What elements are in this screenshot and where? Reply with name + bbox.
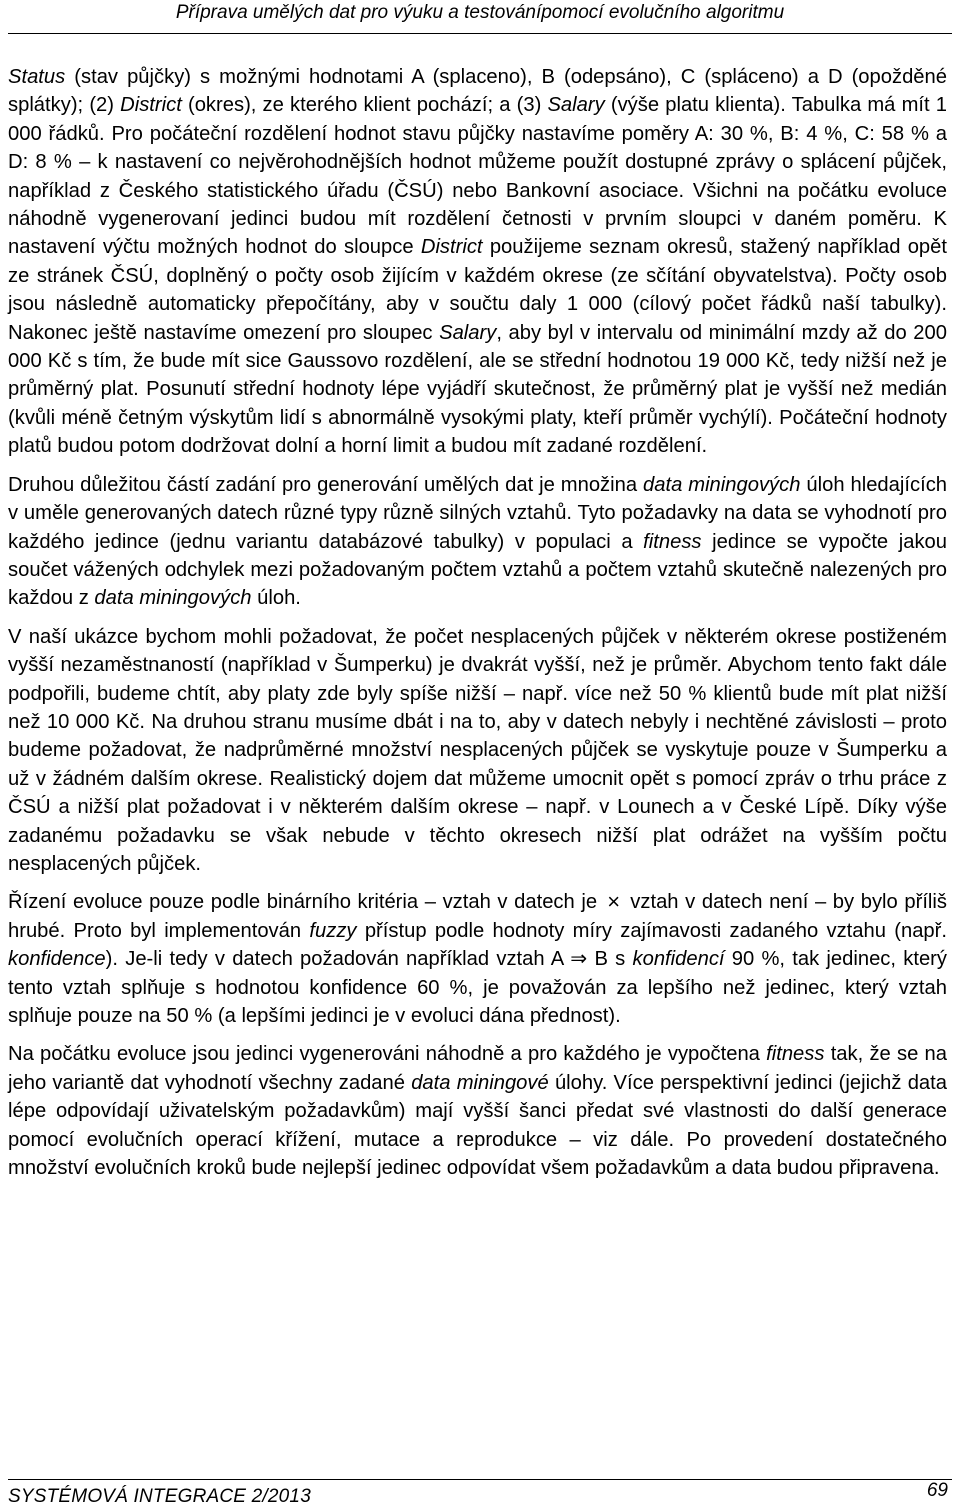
text-run: 90 %, tak jedinec, který tento vztah splňuje s hodnotou konfidence 60 %, je považován za lepšího než jedinec, který vztah splňuje pouze na 50 % (a lepšími jedinci je v evoluci dána přednost).: [8, 948, 947, 1027]
text-run: Na počátku evoluce jsou jedinci vygenerováni náhodně a pro každého je vypočtena: [8, 1043, 767, 1066]
text-run: ). Je-li tedy v datech požadován například vztah A ⇒ B s: [105, 948, 633, 971]
italic-term: District: [420, 236, 483, 259]
text-run: tak, že se na jeho variantě dat vyhodnotí všechny zadané: [8, 1043, 947, 1094]
text-run: (stav půjčky) s možnými hodnotami A (splaceno), B (odepsáno), C (spláceno) a D (opožděné splátky); (2): [8, 66, 947, 117]
italic-term: Salary: [547, 94, 605, 117]
italic-term: data miningových: [94, 587, 252, 610]
italic-term: konfidencí: [632, 948, 725, 971]
paragraph: [8, 471, 947, 613]
article-body: [8, 63, 947, 1182]
footer-divider: [8, 1479, 952, 1480]
footer-journal: SYSTÉMOVÁ INTEGRACE 2/2013: [8, 1486, 311, 1507]
text-run: Druhou důležitou částí zadání pro generování umělých dat je množina: [8, 473, 644, 496]
text-run: (okres), ze kterého klient pochází; a (3): [181, 94, 548, 117]
text-run: (výše platu klienta). Tabulka má mít 1 000 řádků. Pro počáteční rozdělení hodnot stavu půjčky nastavíme poměry A: 30 %, B: 4 %, C: 58 % a D: 8 % – k nastavení co nejvěrohodnějších hodnot můžeme použít dostupné zprávy o splácení půjček, například z Českého statistického úřadu (ČSÚ) nebo Bankovní asociace. Všichni na počátku evoluce náhodně vygenerovaní jedinci budou mít rozdělení četnosti v prvním sloupci v daném poměru. K nastavení výčtu možných hodnot do sloupce: [8, 94, 947, 259]
text-run: vztah v datech není – by bylo příliš hrubé. Proto byl implementován: [8, 891, 947, 942]
italic-term: konfidence: [8, 948, 106, 971]
header-divider: [8, 33, 952, 34]
page-number: 69: [926, 1480, 948, 1501]
italic-term: fuzzy: [309, 919, 357, 942]
italic-term: Status: [8, 66, 66, 88]
text-run: použijeme seznam okresů, stažený například opět ze stránek ČSÚ, doplněný o počty osob žijícím v každém okrese (ze sčítání obyvatelstva). Počty osob jsou následně automaticky přepočítány, aby v součtu daly 1 000 (cílový počet řádků naší tabulky). Nakonec ještě nastavíme omezení pro sloupec: [8, 236, 947, 344]
text-run: přístup podle hodnoty míry zajímavosti zadaného vztahu (např.: [356, 919, 947, 942]
italic-term: data miningové: [411, 1071, 549, 1094]
italic-term: data miningových: [643, 473, 801, 496]
running-title: Příprava umělých dat pro výuku a testovánípomocí evolučního algoritmu: [175, 2, 785, 23]
italic-term: Salary: [439, 321, 497, 344]
text-run: úloh hledajících v uměle generovaných datech různé typy různě silných vztahů. Tyto požadavky na data se vyhodnotí pro každého jedince (jednu variantu databázové tabulky) v populaci a: [8, 473, 948, 553]
paragraph: [8, 1040, 947, 1182]
text-run: , aby byl v intervalu od minimální mzdy až do 200 000 Kč s tím, že bude mít sice Gaussovo rozdělení, ale se střední hodnotou 19 000 Kč, tedy nižší než je průměrný plat. Posunutí střední hodnoty lépe vyjádří skutečnost, že průměrný plat je vyšší než medián (kvůli méně četným výskytům lidí s abnormálně vysokými platy, kteří průměr vychýlí). Počáteční hodnoty platů budou potom dodržovat dolní a horní limit a budou mít zadané rozdělení.: [8, 321, 947, 458]
text-run: jedince se vypočte jakou součet vážených odchylek mezi požadovaným počtem vztahů a počtem vztahů skutečně nalezených pro každou z: [8, 530, 948, 610]
italic-term: District: [120, 94, 182, 117]
paragraph: [8, 623, 947, 879]
paragraph: [8, 63, 947, 461]
text-run: V naší ukázce bychom mohli požadovat, že počet nesplacených půjček v některém okrese postiženém vyšší nezaměstnaností (například v Šumperku) je dvakrát vyšší, než je průměr. Abychom tento fakt dále podpořili, budeme chtít, aby platy zde byly spíše nižší – např. více než 50 % klientů bude mít plat nižší než 10 000 Kč. Na druhou stranu musíme dbát i na to, aby v datech nebyly i nechtěné závislosti – proto budeme požadovat, že nadprůměrné množství nesplacených půjček se vyskytuje pouze v Šumperku a už v žádném dalším okrese. Realistický dojem dat můžeme umocnit opět s pomocí zpráv o trhu práce z ČSÚ a nižší plat požadovat i v některém dalším okrese – např. v Lounech a v České Lípě. Díky výše zadanému požadavku se však nebude v těchto okresech nižší plat odrážet na vyšším počtu nesplacených půjček.: [8, 625, 947, 875]
italic-term: fitness: [766, 1043, 825, 1066]
text-run: Řízení evoluce pouze podle binárního kritéria – vztah v datech je: [8, 891, 604, 914]
times-symbol: ×: [607, 889, 621, 915]
text-run: úlohy. Více perspektivní jedinci (jejichž data lépe odpovídají uživatelským požadavkům) mají vyšší šanci předat své vlastnosti do další generace pomocí evolučních operací křížení, mutace a reprodukce – viz dále. Po provedení dostatečného množství evolučních kroků bude nejlepší jedinec odpovídat všem požadavkům a data budou připravena.: [8, 1071, 947, 1180]
page-header: [0, 0, 960, 36]
italic-term: fitness: [643, 530, 702, 553]
text-run: úloh.: [251, 587, 301, 610]
paragraph: [8, 888, 947, 1030]
